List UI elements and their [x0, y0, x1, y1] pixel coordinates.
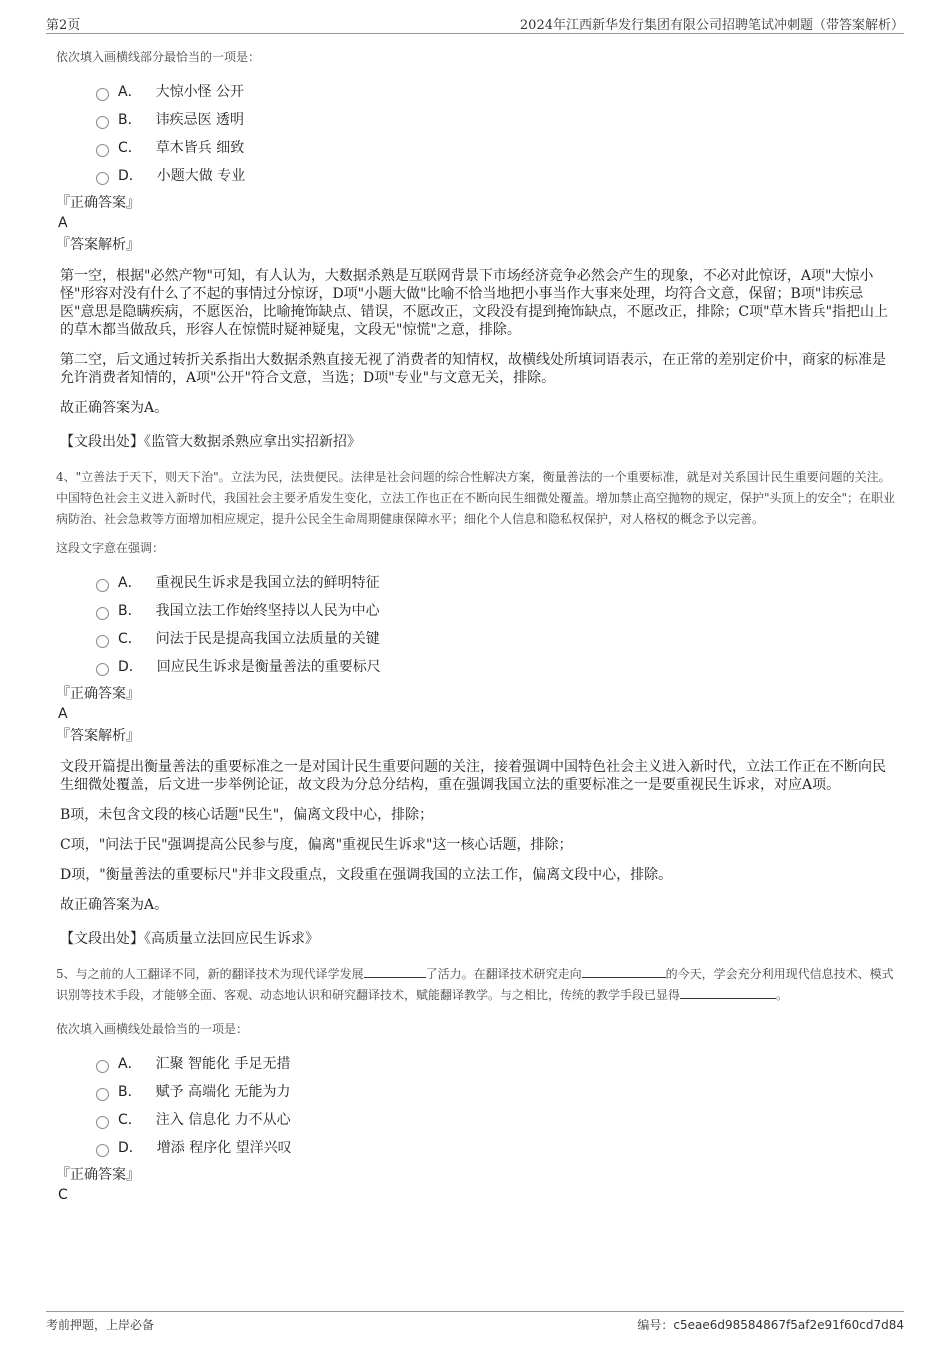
- analysis-paragraph: B项，未包含文段的核心话题"民生"，偏离文段中心，排除；: [60, 807, 434, 823]
- stem-text: 了活力。在翻译技术研究走向: [425, 967, 582, 981]
- option-d[interactable]: [96, 1133, 896, 1161]
- option-b[interactable]: [96, 105, 896, 133]
- radio-icon[interactable]: [96, 144, 109, 157]
- radio-icon[interactable]: [96, 88, 109, 101]
- radio-icon[interactable]: [96, 1088, 109, 1101]
- option-b[interactable]: [96, 1077, 896, 1105]
- radio-icon[interactable]: [96, 579, 109, 592]
- option-a[interactable]: [96, 568, 896, 596]
- source-citation: 【文段出处】《高质量立法回应民生诉求》: [60, 931, 319, 947]
- analysis-label: 『答案解析』: [56, 728, 140, 744]
- radio-icon[interactable]: [96, 607, 109, 620]
- stem-text: 5、与之前的人工翻译不同，新的翻译技术为现代译学发展: [56, 967, 364, 981]
- answer-label: 『正确答案』: [56, 195, 140, 211]
- analysis-paragraph: C项，"问法于民"强调提高公民参与度，偏离"重视民生诉求"这一核心话题，排除；: [60, 837, 573, 853]
- option-letter: D．: [118, 659, 143, 675]
- option-letter: A．: [118, 84, 142, 100]
- option-text: 讳疾忌医 透明: [155, 112, 245, 128]
- option-c[interactable]: [96, 1105, 896, 1133]
- radio-icon[interactable]: [96, 172, 109, 185]
- analysis-conclusion: 故正确答案为A。: [60, 897, 169, 913]
- option-letter: C．: [118, 1112, 142, 1128]
- radio-icon[interactable]: [96, 663, 109, 676]
- correct-answer: A: [58, 706, 68, 722]
- source-citation: 【文段出处】《监管大数据杀熟应拿出实招新招》: [60, 434, 361, 450]
- document-id: 编号：c5eae6d98584867f5af2e91f60cd7d84: [637, 1318, 904, 1332]
- stem-text: 的今天，学会充分利用现代信息技术、模式识别等技术手段，才能够全面、客观、动态地认识和研究翻译技术，赋能翻译教学。与之相比，传统的教学手段已显得: [56, 967, 894, 1002]
- radio-icon[interactable]: [96, 1060, 109, 1073]
- radio-icon[interactable]: [96, 116, 109, 129]
- option-letter: D．: [118, 168, 143, 184]
- option-text: 增添 程序化 望洋兴叹: [156, 1140, 292, 1156]
- radio-icon[interactable]: [96, 1144, 109, 1157]
- radio-icon[interactable]: [96, 1116, 109, 1129]
- option-letter: C．: [118, 631, 142, 647]
- option-letter: B．: [118, 112, 142, 128]
- option-text: 重视民生诉求是我国立法的鲜明特征: [155, 575, 380, 591]
- question-prompt: 这段文字意在强调：: [56, 541, 165, 555]
- question-prompt: 依次填入画横线处最恰当的一项是：: [56, 1022, 249, 1036]
- option-letter: B．: [118, 603, 142, 619]
- page-footer: [46, 1311, 904, 1335]
- fill-blank: [582, 966, 666, 978]
- option-letter: C．: [118, 140, 142, 156]
- analysis-label: 『答案解析』: [56, 237, 140, 253]
- page-header: [46, 14, 904, 34]
- page-number: 第2页: [46, 18, 81, 33]
- option-text: 注入 信息化 力不从心: [155, 1112, 291, 1128]
- option-a[interactable]: [96, 77, 896, 105]
- option-a[interactable]: [96, 1049, 896, 1077]
- analysis-conclusion: 故正确答案为A。: [60, 400, 169, 416]
- answer-label: 『正确答案』: [56, 686, 140, 702]
- option-text: 我国立法工作始终坚持以人民为中心: [155, 603, 380, 619]
- option-d[interactable]: [96, 652, 896, 680]
- question-prompt: 依次填入画横线部分最恰当的一项是：: [56, 50, 261, 64]
- option-text: 赋予 高端化 无能为力: [155, 1084, 291, 1100]
- option-letter: B．: [118, 1084, 142, 1100]
- option-letter: A．: [118, 1056, 142, 1072]
- option-list: [96, 568, 896, 680]
- option-b[interactable]: [96, 596, 896, 624]
- option-text: 草木皆兵 细致: [155, 140, 245, 156]
- fill-blank: [680, 987, 776, 999]
- footer-slogan: 考前押题，上岸必备: [46, 1318, 155, 1332]
- option-list: [96, 1049, 896, 1161]
- option-text: 小题大做 专业: [156, 168, 246, 184]
- radio-icon[interactable]: [96, 635, 109, 648]
- option-text: 汇聚 智能化 手足无措: [155, 1056, 291, 1072]
- analysis-paragraph: 第二空，后文通过转折关系指出大数据杀熟直接无视了消费者的知情权，故横线处所填词语表示，在正常的差别定价中，商家的标准是允许消费者知情的，A项"公开"符合文意，当选；D项"专业"与文意无关，排除。: [60, 352, 886, 386]
- document-title: 2024年江西新华发行集团有限公司招聘笔试冲刺题（带答案解析）: [519, 18, 904, 33]
- answer-label: 『正确答案』: [56, 1167, 140, 1183]
- stem-text: 。: [776, 988, 789, 1002]
- option-letter: D．: [118, 1140, 143, 1156]
- document-body: [56, 40, 896, 1205]
- analysis-paragraph: 文段开篇提出衡量善法的重要标准之一是对国计民生重要问题的关注，接着强调中国特色社会主义进入新时代，立法工作正在不断向民生细微处覆盖，后文进一步举例论证，故文段为分总分结构，重在强调我国立法的重要标准之一是要重视民生诉求，对应A项。: [60, 759, 886, 793]
- fill-blank: [364, 966, 426, 978]
- question-stem: 4、"立善法于天下，则天下治"。立法为民，法贵便民。法律是社会问题的综合性解决方案，衡量善法的一个重要标准，就是对关系国计民生重要问题的关注。中国特色社会主义进入新时代，我国社会主要矛盾发生变化，立法工作也正在不断向民生细微处覆盖。增加禁止高空抛物的规定，保护"头顶上的安全"；在职业病防治、社会急救等方面增加相应规定，提升公民全生命周期健康保障水平；细化个人信息和隐私权保护，对人格权的概念予以完善。: [56, 470, 896, 526]
- option-letter: A．: [118, 575, 142, 591]
- option-list: [96, 77, 896, 189]
- option-text: 问法于民是提高我国立法质量的关键: [155, 631, 380, 647]
- correct-answer: A: [58, 215, 68, 231]
- analysis-paragraph: D项，"衡量善法的重要标尺"并非文段重点，文段重在强调我国的立法工作，偏离文段中心，排除。: [60, 867, 673, 883]
- analysis-paragraph: 第一空，根据"必然产物"可知，有人认为，大数据杀熟是互联网背景下市场经济竞争必然会产生的现象，不必对此惊讶，A项"大惊小怪"形容对没有什么了不起的事情过分惊讶，D项"小题大做"比喻不恰当地把小事当作大事来处理，均符合文意，保留；B项"讳疾忌医"意思是隐瞒疾病，不愿医治，比喻掩饰缺点、错误，不愿改正，文段没有提到掩饰缺点，不愿改正，排除；C项"草木皆兵"指把山上的草木都当做敌兵，形容人在惊慌时疑神疑鬼，文段无"惊慌"之意，排除。: [60, 268, 889, 338]
- question-stem: [56, 964, 896, 1006]
- option-c[interactable]: [96, 624, 896, 652]
- option-text: 回应民生诉求是衡量善法的重要标尺: [156, 659, 381, 675]
- correct-answer: C: [58, 1187, 68, 1203]
- option-text: 大惊小怪 公开: [155, 84, 245, 100]
- option-c[interactable]: [96, 133, 896, 161]
- option-d[interactable]: [96, 161, 896, 189]
